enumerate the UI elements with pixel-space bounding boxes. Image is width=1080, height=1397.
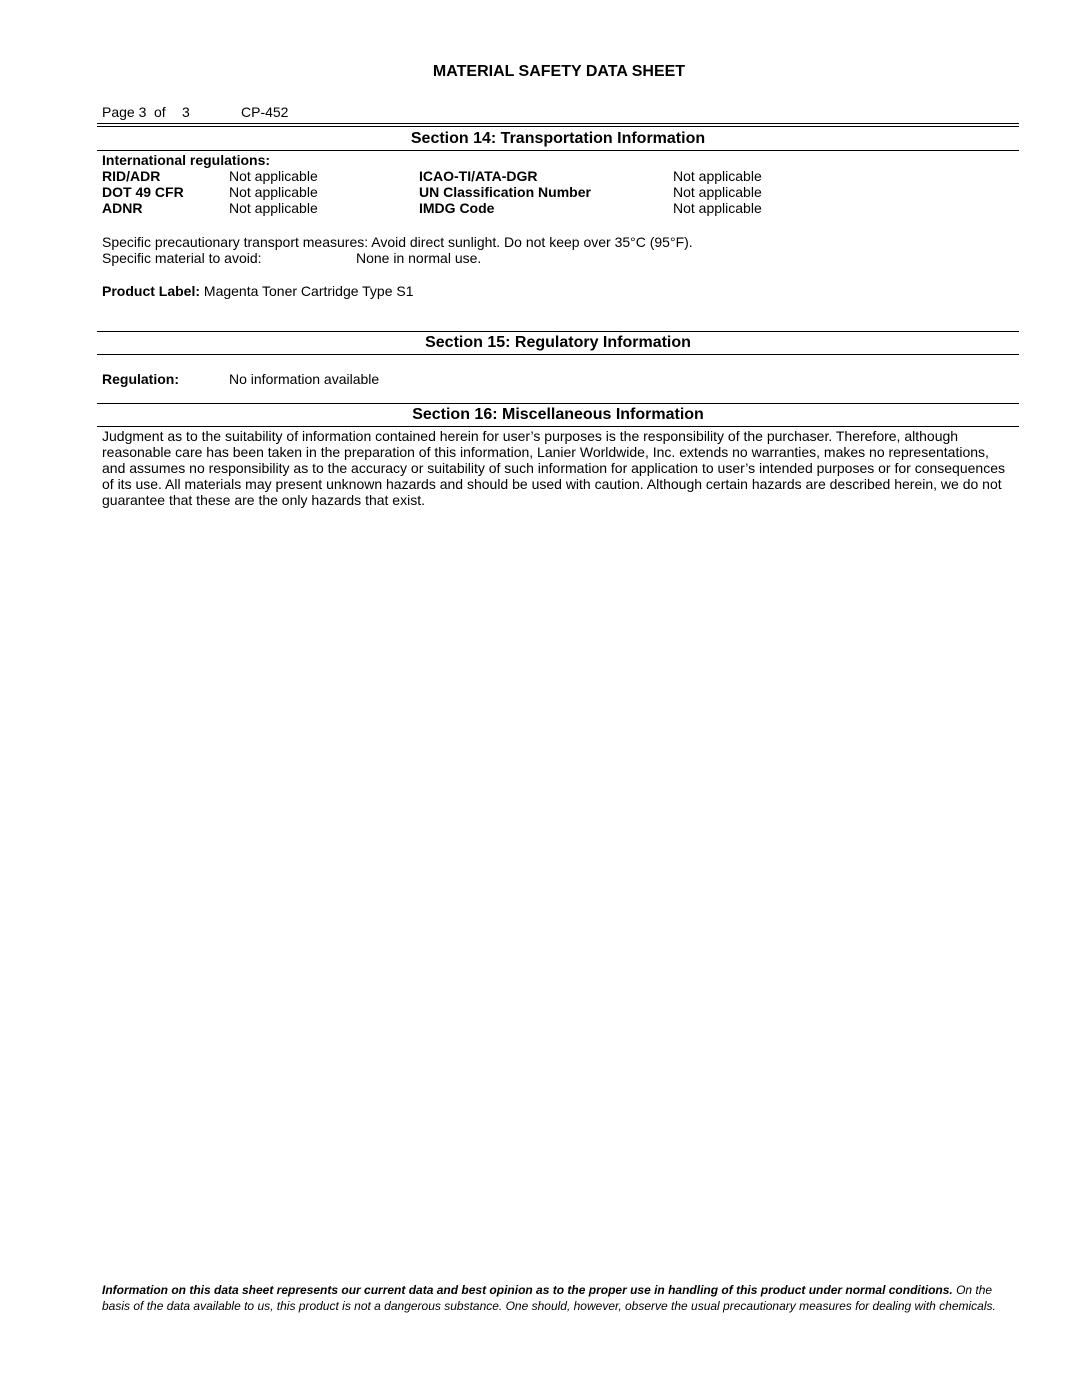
reg-row-value-2: Not applicable <box>673 200 762 216</box>
material-avoid-label: Specific material to avoid: <box>102 250 262 266</box>
page-indicator <box>102 104 288 120</box>
reg-row-value: Not applicable <box>229 184 318 200</box>
reg-row-value-2: Not applicable <box>673 168 762 184</box>
footer-normal-text: On the basis of the data available to us, this product is not a dangerous substance. One should, however, observe the usual precautionary measures for dealing with chemicals. <box>102 1283 996 1313</box>
reg-row-label-2: IMDG Code <box>419 200 495 216</box>
regulation-label: Regulation: <box>102 371 179 387</box>
reg-row-value: Not applicable <box>229 200 318 216</box>
section-15-title: Section 15: Regulatory Information <box>425 334 691 351</box>
regulation-value: No information available <box>229 371 380 387</box>
material-avoid-value: None in normal use. <box>356 250 482 266</box>
page-label: Page 3 <box>102 104 147 120</box>
reg-row-value-2: Not applicable <box>673 184 762 200</box>
page-of-label: of <box>154 104 166 120</box>
international-regulations-label: International regulations: <box>102 152 271 168</box>
reg-row-label-2: ICAO-TI/ATA-DGR <box>419 168 538 184</box>
reg-row-value: Not applicable <box>229 168 318 184</box>
product-label-label: Product Label: <box>102 283 201 299</box>
section-14-top-rule <box>97 123 1019 124</box>
section-14-title: Section 14: Transportation Information <box>410 130 706 147</box>
footer-bold-text: Information on this data sheet represents our current data and best opinion as to the proper use in handling of this product under normal conditions. <box>102 1283 953 1297</box>
section-15-bottom-rule <box>97 354 1019 355</box>
section-15-top-rule <box>97 331 1019 332</box>
section-16-bottom-rule <box>97 426 1019 427</box>
precaution-text: Specific precautionary transport measures: Avoid direct sunlight. Do not keep over 35°C (95°F). <box>102 234 693 250</box>
section-16-top-rule <box>97 403 1019 404</box>
reg-row-label: ADNR <box>102 200 143 216</box>
misc-information-paragraph: Judgment as to the suitability of information contained herein for user’s purposes is the responsibility of the purchaser. Therefore, although reasonable care has been taken in the preparation of this information, Lanier Worldwide, Inc. extends no warranties, makes no representations, and assumes no responsibility as to the accuracy or suitability of such information for application to user’s intended purposes or for consequences of its use. All materials may present unknown hazards and should be used with caution. Although certain hazards are described herein, we do not guarantee that these are the only hazards that exist. <box>102 428 1005 508</box>
document-code: CP-452 <box>241 104 289 120</box>
section-14-top-rule-2 <box>97 126 1019 127</box>
document-title: MATERIAL SAFETY DATA SHEET <box>432 63 686 80</box>
footer-disclaimer <box>102 1282 1002 1314</box>
reg-row-label: DOT 49 CFR <box>102 184 184 200</box>
product-label-value: Magenta Toner Cartridge Type S1 <box>203 283 414 299</box>
reg-row-label: RID/ADR <box>102 168 161 184</box>
product-label-line <box>102 283 414 299</box>
section-14-bottom-rule <box>97 150 1019 151</box>
reg-row-label-2: UN Classification Number <box>419 184 591 200</box>
page-total: 3 <box>182 104 190 120</box>
section-16-title: Section 16: Miscellaneous Information <box>412 406 704 423</box>
